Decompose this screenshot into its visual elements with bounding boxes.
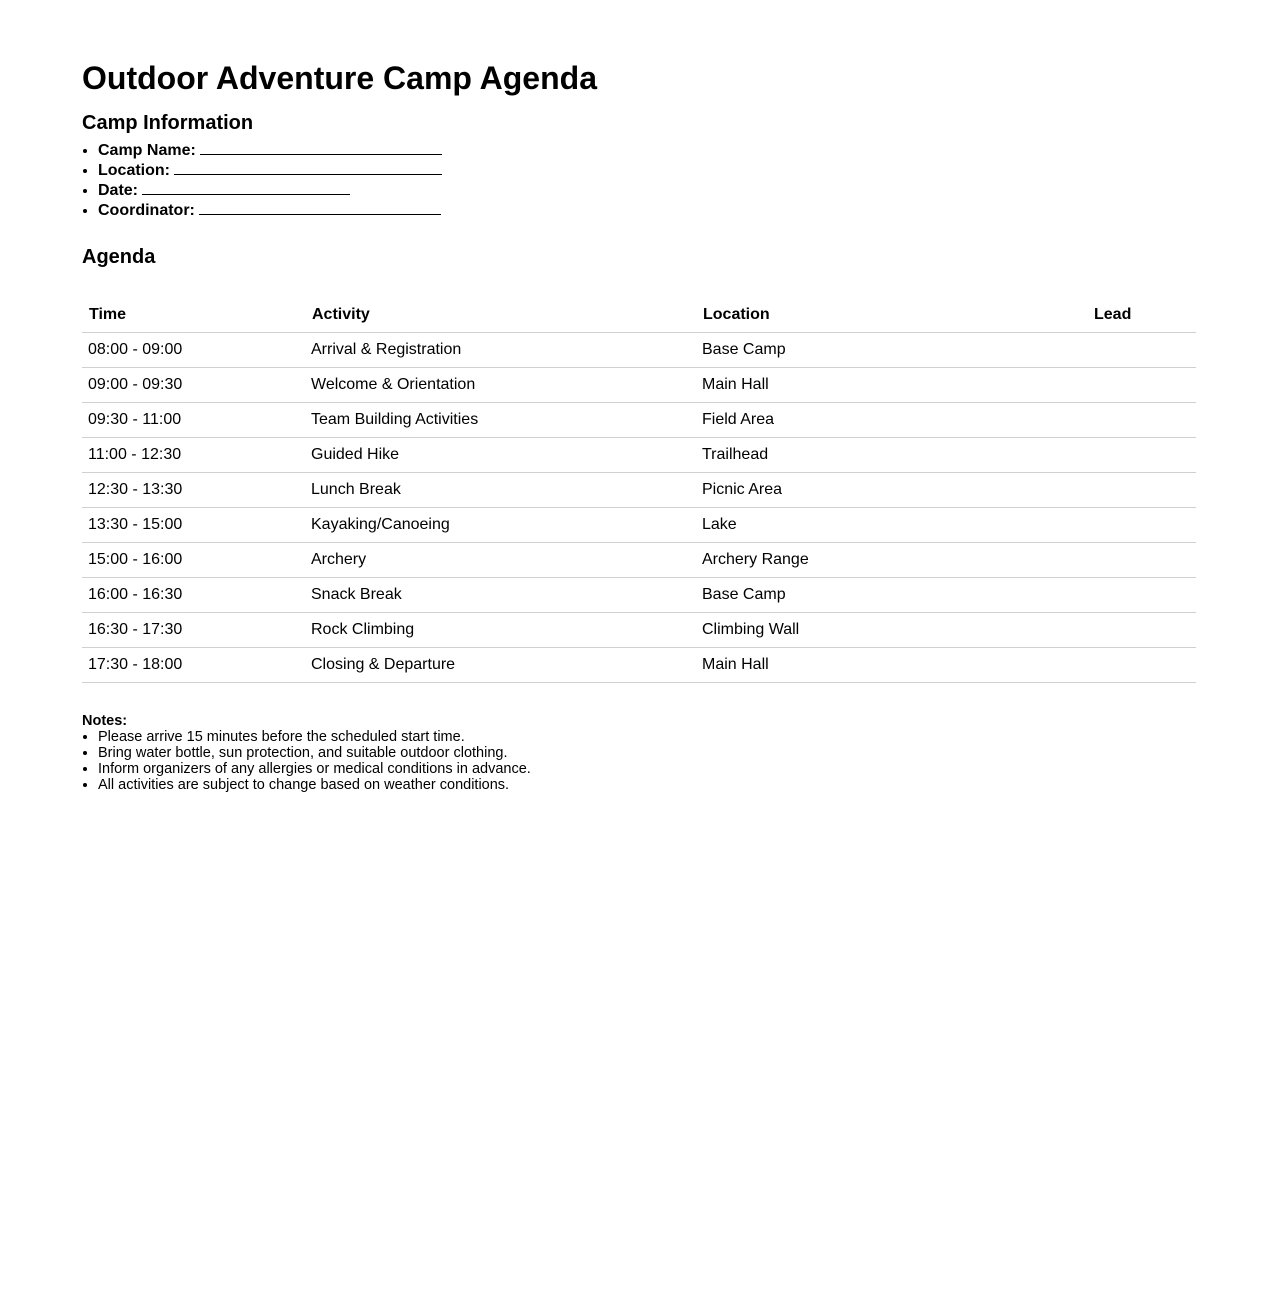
location-cell: Lake — [696, 508, 1087, 543]
activity-cell: Guided Hike — [305, 438, 696, 473]
table-row — [82, 333, 1196, 368]
activity-cell: Welcome & Orientation — [305, 368, 696, 403]
coordinator-blank — [199, 200, 441, 215]
location-cell: Field Area — [696, 403, 1087, 438]
location-cell: Main Hall — [696, 368, 1087, 403]
activity-cell: Team Building Activities — [305, 403, 696, 438]
table-row — [82, 613, 1196, 648]
activity-cell: Rock Climbing — [305, 613, 696, 648]
date-blank — [142, 180, 350, 195]
notes-list — [82, 729, 1196, 793]
time-cell: 17:30 - 18:00 — [82, 648, 305, 683]
table-row — [82, 368, 1196, 403]
table-row — [82, 508, 1196, 543]
lead-cell — [1087, 438, 1196, 473]
agenda-header-row — [82, 298, 1196, 333]
time-cell: 15:00 - 16:00 — [82, 543, 305, 578]
notes-title: Notes: — [82, 713, 128, 729]
camp-name-label: Camp Name: — [98, 142, 196, 159]
location-field — [98, 160, 1196, 180]
coordinator-label: Coordinator: — [98, 202, 195, 219]
table-row — [82, 403, 1196, 438]
agenda-heading: Agenda — [82, 246, 156, 268]
table-row — [82, 438, 1196, 473]
lead-cell — [1087, 578, 1196, 613]
lead-cell — [1087, 473, 1196, 508]
camp-name-blank — [200, 140, 442, 155]
camp-info-heading: Camp Information — [82, 112, 254, 134]
date-label: Date: — [98, 182, 139, 199]
location-cell: Main Hall — [696, 648, 1087, 683]
location-blank — [174, 160, 442, 175]
time-cell: 16:00 - 16:30 — [82, 578, 305, 613]
agenda-table-body — [82, 333, 1196, 683]
location-cell: Trailhead — [696, 438, 1087, 473]
agenda-table — [82, 298, 1196, 683]
camp-name-field — [98, 140, 1196, 160]
table-row — [82, 648, 1196, 683]
note-item: • Please arrive 15 minutes before the scheduled start time. — [98, 729, 1196, 745]
time-cell: 11:00 - 12:30 — [82, 438, 305, 473]
time-cell: 13:30 - 15:00 — [82, 508, 305, 543]
location-cell: Base Camp — [696, 578, 1087, 613]
lead-cell — [1087, 613, 1196, 648]
time-cell: 08:00 - 09:00 — [82, 333, 305, 368]
camp-info-list — [82, 140, 1196, 220]
column-header-time: Time — [82, 298, 305, 333]
lead-cell — [1087, 403, 1196, 438]
lead-cell — [1087, 648, 1196, 683]
date-field — [98, 180, 1196, 200]
activity-cell: Lunch Break — [305, 473, 696, 508]
column-header-activity: Activity — [305, 298, 696, 333]
location-cell: Climbing Wall — [696, 613, 1087, 648]
column-header-lead: Lead — [1087, 298, 1196, 333]
lead-cell — [1087, 368, 1196, 403]
table-row — [82, 473, 1196, 508]
time-cell: 09:00 - 09:30 — [82, 368, 305, 403]
time-cell: 09:30 - 11:00 — [82, 403, 305, 438]
note-item: • All activities are subject to change based on weather conditions. — [98, 777, 1196, 793]
location-cell: Picnic Area — [696, 473, 1087, 508]
activity-cell: Kayaking/Canoeing — [305, 508, 696, 543]
column-header-location: Location — [696, 298, 1087, 333]
activity-cell: Snack Break — [305, 578, 696, 613]
table-row — [82, 578, 1196, 613]
lead-cell — [1087, 333, 1196, 368]
table-row — [82, 543, 1196, 578]
location-label: Location: — [98, 162, 170, 179]
location-cell: Archery Range — [696, 543, 1087, 578]
activity-cell: Closing & Departure — [305, 648, 696, 683]
time-cell: 12:30 - 13:30 — [82, 473, 305, 508]
location-cell: Base Camp — [696, 333, 1087, 368]
coordinator-field — [98, 200, 1196, 220]
note-item: • Inform organizers of any allergies or medical conditions in advance. — [98, 761, 1196, 777]
time-cell: 16:30 - 17:30 — [82, 613, 305, 648]
notes-section — [82, 713, 1196, 793]
note-item: • Bring water bottle, sun protection, and suitable outdoor clothing. — [98, 745, 1196, 761]
activity-cell: Arrival & Registration — [305, 333, 696, 368]
activity-cell: Archery — [305, 543, 696, 578]
page-title: Outdoor Adventure Camp Agenda — [82, 60, 597, 96]
lead-cell — [1087, 543, 1196, 578]
lead-cell — [1087, 508, 1196, 543]
